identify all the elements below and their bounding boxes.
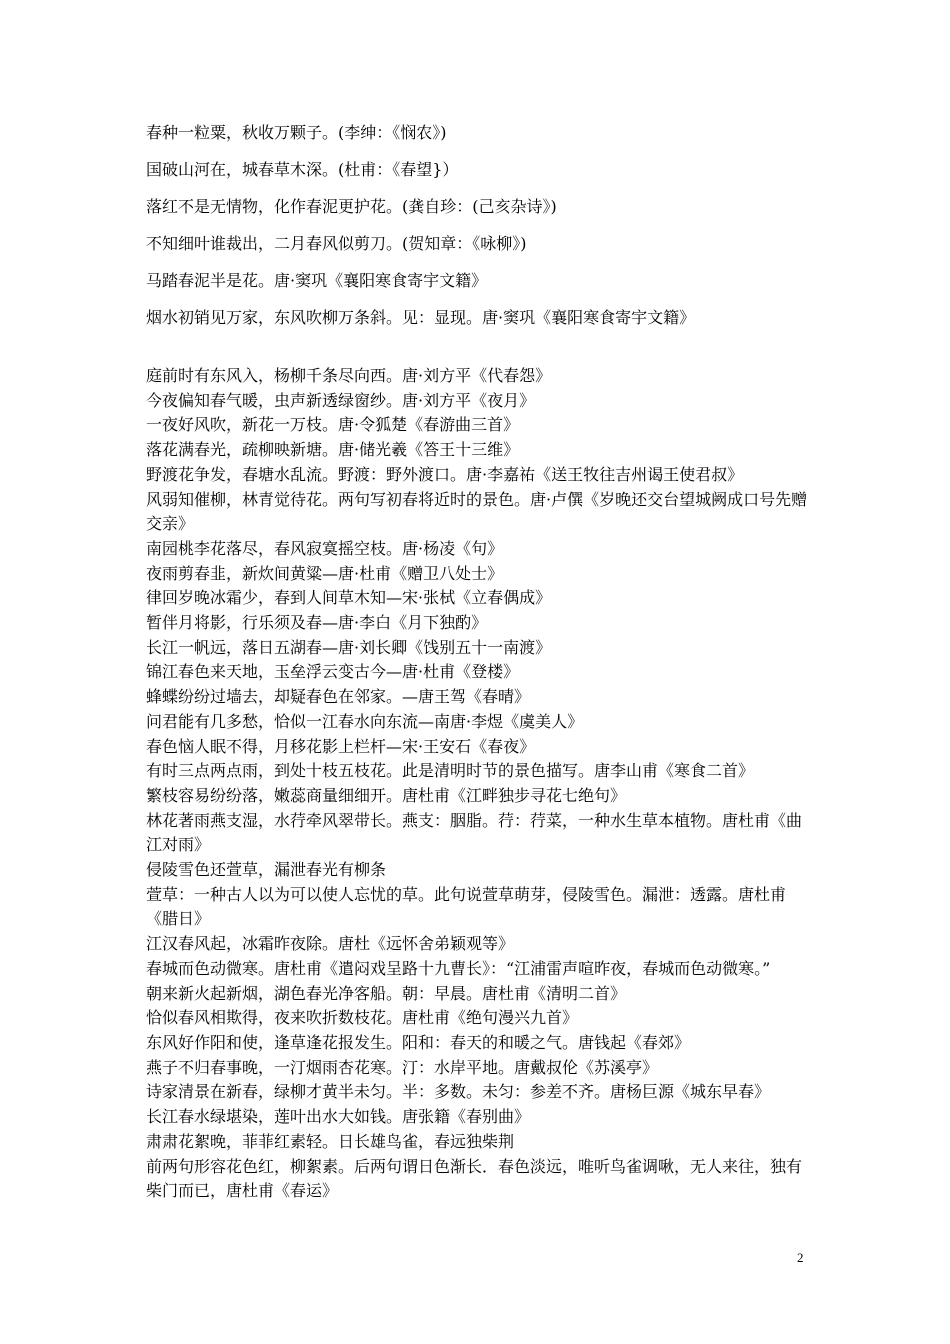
text-line: 春城而色动微寒。唐杜甫《遣闷戏呈路十九曹长》：“江浦雷声喧昨夜，春城而色动微寒。” bbox=[146, 958, 771, 978]
dense-lines-block bbox=[146, 364, 812, 1204]
text-line: 不知细叶谁裁出，二月春风似剪刀。(贺知章：《咏柳》) bbox=[146, 234, 527, 253]
text-line: 问君能有几多愁，恰似一江春水向东流—南唐·李煜《虞美人》 bbox=[146, 711, 584, 731]
text-line: 江汉春风起，冰霜昨夜除。唐杜《远怀舍弟颖观等》 bbox=[146, 934, 515, 954]
text-line: 长江一帆远，落日五湖春—唐·刘长卿《饯别五十一南渡》 bbox=[146, 637, 552, 657]
text-line: 侵陵雪色还萱草，漏泄春光有柳条 bbox=[146, 860, 387, 880]
text-line: 萱草：一种古人以为可以使人忘忧的草。此句说萱草萌芽，侵陵雪色。漏泄：透露。唐杜甫《腊日》 bbox=[146, 884, 787, 929]
text-line: 朝来新火起新烟，湖色春光净客船。朝：早晨。唐杜甫《清明二首》 bbox=[146, 983, 627, 1003]
text-line: 林花著雨燕支湿，水荇牵风翠带长。燕支：胭脂。荇：荇菜，一种水生草本植物。唐杜甫《曲江对雨》 bbox=[146, 810, 803, 855]
text-line: 恰似春风相欺得，夜来吹折数枝花。唐杜甫《绝句漫兴九首》 bbox=[146, 1008, 579, 1028]
text-line: 律回岁晚冰霜少，春到人间草木知—宋·张栻《立春偶成》 bbox=[146, 588, 552, 608]
spaced-lines-block bbox=[146, 122, 846, 344]
page-number: 2 bbox=[797, 1250, 804, 1265]
text-line: 一夜好风吹，新花一万枝。唐·令狐楚《春游曲三首》 bbox=[146, 415, 520, 435]
text-line: 南园桃李花落尽，春风寂寞摇空枝。唐·杨凌《句》 bbox=[146, 538, 504, 558]
text-line: 繁枝容易纷纷落，嫩蕊商量细细开。唐杜甫《江畔独步寻花七绝句》 bbox=[146, 785, 627, 805]
text-line: 夜雨剪春韭，新炊间黄粱—唐·杜甫《赠卫八处士》 bbox=[146, 563, 504, 583]
text-line: 诗家清景在新春，绿柳才黄半未匀。半：多数。未匀：参差不齐。唐杨巨源《城东早春》 bbox=[146, 1082, 771, 1102]
text-line: 燕子不归春事晚，一汀烟雨杏花寒。汀：水岸平地。唐戴叔伦《苏溪亭》 bbox=[146, 1057, 659, 1077]
text-line: 庭前时有东风入，杨柳千条尽向西。唐·刘方平《代春怨》 bbox=[146, 366, 552, 385]
text-line: 马踏春泥半是花。唐·窦巩《襄阳寒食寄宇文籍》 bbox=[146, 271, 488, 290]
text-line: 春色恼人眠不得，月移花影上栏杆—宋·王安石《春夜》 bbox=[146, 736, 536, 756]
text-line: 锦江春色来天地，玉垒浮云变古今—唐·杜甫《登楼》 bbox=[146, 662, 520, 682]
text-line: 前两句形容花色红，柳絮素。后两句谓日色渐长．春色淡远，唯听鸟雀调啾，无人来往，独有柴门而已，唐杜甫《春运》 bbox=[146, 1156, 803, 1201]
text-line: 有时三点两点雨，到处十枝五枝花。此是清明时节的景色描写。唐李山甫《寒食二首》 bbox=[146, 761, 755, 781]
text-line: 烟水初销见万家，东风吹柳万条斜。见：显现。唐·窦巩《襄阳寒食寄宇文籍》 bbox=[146, 308, 696, 327]
text-line: 长江春水绿堪染，莲叶出水大如钱。唐张籍《春别曲》 bbox=[146, 1107, 531, 1127]
text-line: 蜂蝶纷纷过墙去，却疑春色在邻家。—唐王驾《春晴》 bbox=[146, 687, 531, 707]
text-line: 落花满春光，疏柳映新塘。唐·储光羲《答王十三维》 bbox=[146, 440, 520, 460]
text-line: 野渡花争发，春塘水乱流。野渡：野外渡口。唐·李嘉祐《送王牧往吉州谒王使君叔》 bbox=[146, 464, 744, 484]
text-line: 肃肃花絮晚，菲菲红素轻。日长雄鸟雀，春远独柴荆 bbox=[146, 1131, 515, 1151]
text-line: 东风好作阳和使，逢草逢花报发生。阳和：春天的和暖之气。唐钱起《春郊》 bbox=[146, 1032, 691, 1052]
text-line: 春种一粒粟，秋收万颗子。(李绅：《悯农》) bbox=[146, 123, 447, 142]
text-line: 暂伴月将影，行乐须及春—唐·李白《月下独酌》 bbox=[146, 613, 488, 633]
text-line: 今夜偏知春气暖，虫声新透绿窗纱。唐·刘方平《夜月》 bbox=[146, 390, 536, 410]
text-line: 落红不是无情物，化作春泥更护花。(龚自珍：(己亥杂诗》) bbox=[146, 197, 557, 216]
text-line: 风弱知催柳，林青觉待花。两句写初春将近时的景色。唐·卢僎《岁晚还交台望城阙成口号先赠交亲》 bbox=[146, 489, 808, 534]
text-line: 国破山河在，城春草木深。(杜甫：《春望}） bbox=[146, 160, 459, 179]
